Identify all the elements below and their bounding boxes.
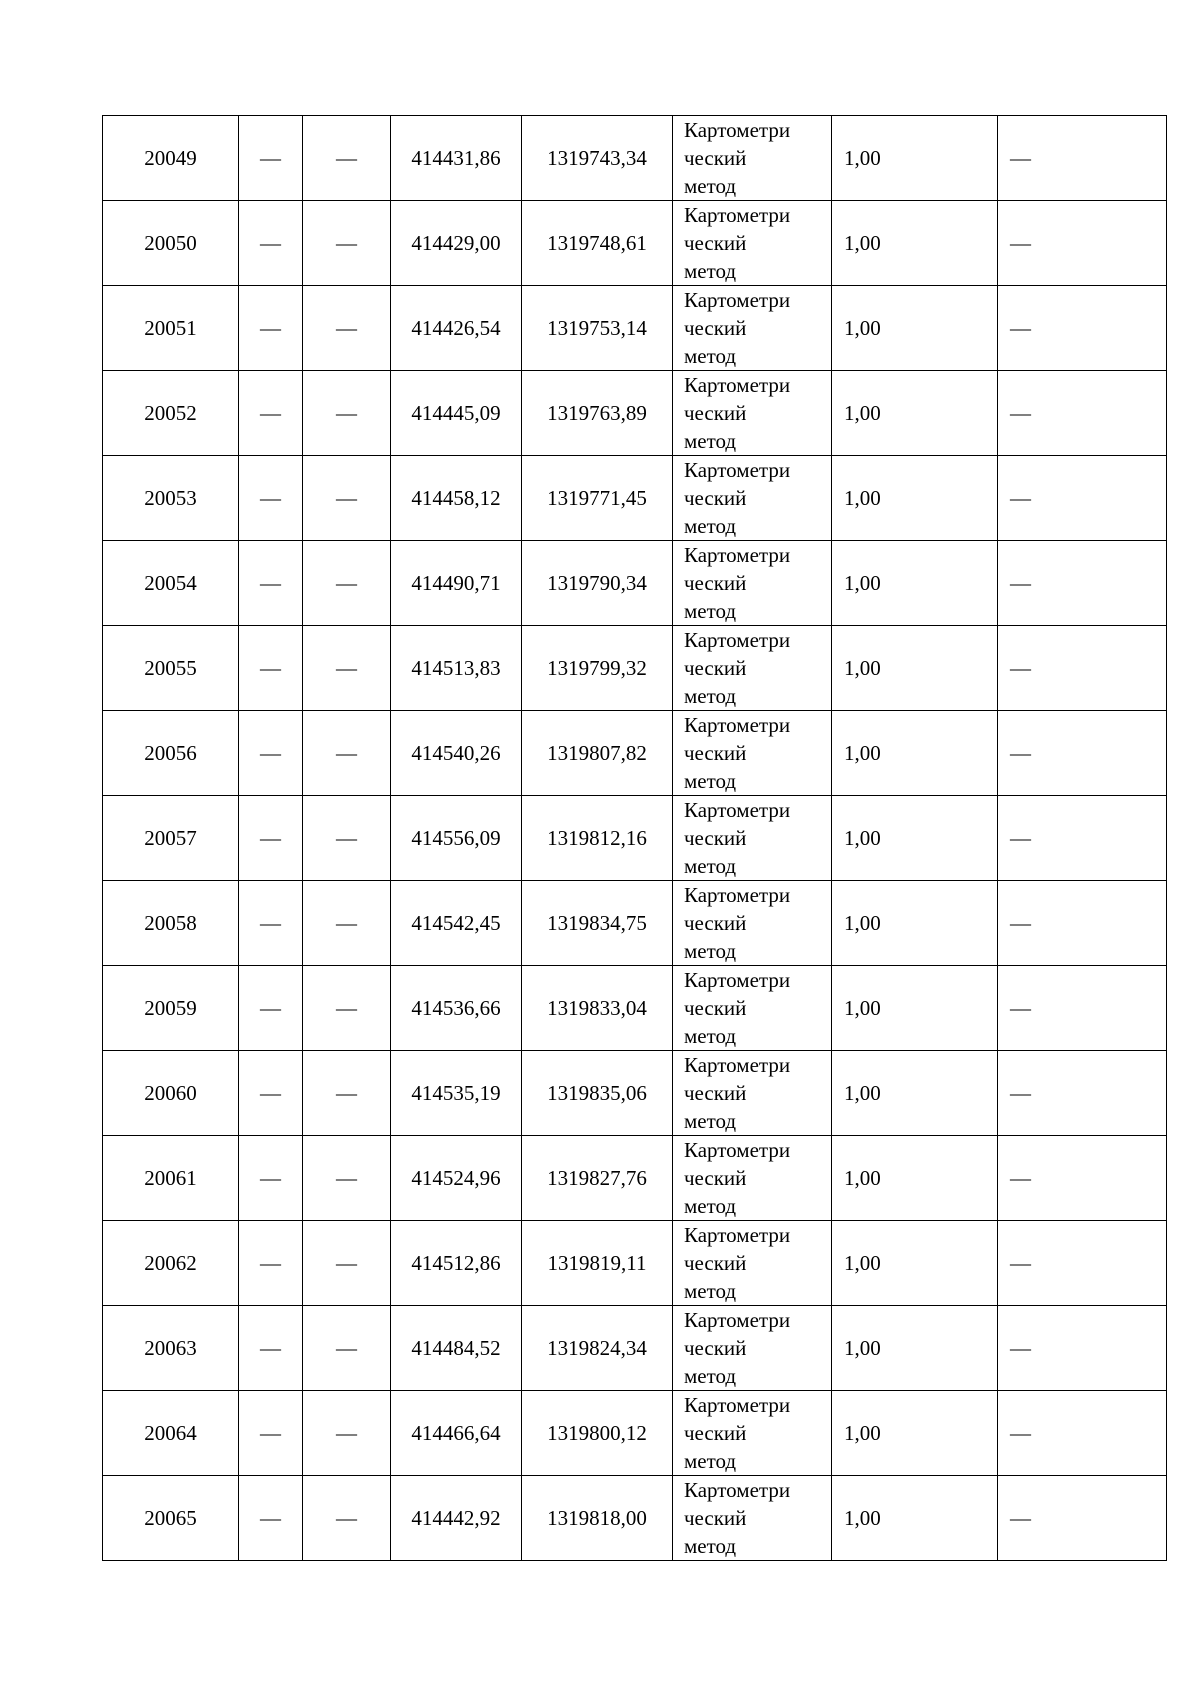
empty-value-cell: — bbox=[239, 1391, 303, 1476]
method-line: ческий bbox=[684, 911, 747, 935]
y-coordinate-cell: 1319748,61 bbox=[522, 201, 673, 286]
accuracy-cell: 1,00 bbox=[832, 371, 998, 456]
table-row bbox=[103, 881, 1167, 966]
empty-value-cell: — bbox=[239, 201, 303, 286]
empty-value-cell: — bbox=[998, 541, 1167, 626]
accuracy-cell: 1,00 bbox=[832, 881, 998, 966]
empty-value-cell: — bbox=[303, 966, 391, 1051]
x-coordinate-cell: 414458,12 bbox=[391, 456, 522, 541]
y-coordinate-cell: 1319807,82 bbox=[522, 711, 673, 796]
method-line: ческий bbox=[684, 1251, 747, 1275]
method-line: метод bbox=[684, 344, 737, 368]
empty-value-cell: — bbox=[303, 1306, 391, 1391]
y-coordinate-cell: 1319827,76 bbox=[522, 1136, 673, 1221]
point-number-cell: 20051 bbox=[103, 286, 239, 371]
point-number-cell: 20057 bbox=[103, 796, 239, 881]
x-coordinate-cell: 414513,83 bbox=[391, 626, 522, 711]
accuracy-cell: 1,00 bbox=[832, 1136, 998, 1221]
point-number-cell: 20061 bbox=[103, 1136, 239, 1221]
method-line: ческий bbox=[684, 1506, 747, 1530]
method-line: Картометри bbox=[684, 1223, 791, 1247]
empty-value-cell: — bbox=[303, 1221, 391, 1306]
empty-value-cell: — bbox=[998, 286, 1167, 371]
method-line: Картометри bbox=[684, 883, 791, 907]
table-row bbox=[103, 541, 1167, 626]
method-line: ческий bbox=[684, 996, 747, 1020]
point-number-cell: 20058 bbox=[103, 881, 239, 966]
method-cell bbox=[673, 456, 832, 541]
method-line: метод bbox=[684, 259, 737, 283]
table-row bbox=[103, 371, 1167, 456]
point-number-cell: 20065 bbox=[103, 1476, 239, 1561]
table-row bbox=[103, 1476, 1167, 1561]
empty-value-cell: — bbox=[998, 881, 1167, 966]
method-line: ческий bbox=[684, 316, 747, 340]
method-cell bbox=[673, 371, 832, 456]
empty-value-cell: — bbox=[998, 1391, 1167, 1476]
method-cell bbox=[673, 1051, 832, 1136]
method-line: Картометри bbox=[684, 203, 791, 227]
empty-value-cell: — bbox=[239, 1051, 303, 1136]
method-line: Картометри bbox=[684, 628, 791, 652]
empty-value-cell: — bbox=[998, 1306, 1167, 1391]
method-line: ческий bbox=[684, 826, 747, 850]
empty-value-cell: — bbox=[998, 711, 1167, 796]
point-number-cell: 20053 bbox=[103, 456, 239, 541]
method-line: Картометри bbox=[684, 1478, 791, 1502]
table-row bbox=[103, 456, 1167, 541]
empty-value-cell: — bbox=[303, 286, 391, 371]
table-row bbox=[103, 796, 1167, 881]
method-line: метод bbox=[684, 174, 737, 198]
empty-value-cell: — bbox=[998, 1051, 1167, 1136]
method-line: ческий bbox=[684, 1421, 747, 1445]
method-line: метод bbox=[684, 514, 737, 538]
method-line: ческий bbox=[684, 146, 747, 170]
empty-value-cell: — bbox=[998, 1476, 1167, 1561]
empty-value-cell: — bbox=[239, 1136, 303, 1221]
accuracy-cell: 1,00 bbox=[832, 796, 998, 881]
empty-value-cell: — bbox=[998, 966, 1167, 1051]
accuracy-cell: 1,00 bbox=[832, 456, 998, 541]
y-coordinate-cell: 1319799,32 bbox=[522, 626, 673, 711]
y-coordinate-cell: 1319790,34 bbox=[522, 541, 673, 626]
empty-value-cell: — bbox=[239, 286, 303, 371]
empty-value-cell: — bbox=[303, 371, 391, 456]
empty-value-cell: — bbox=[998, 1221, 1167, 1306]
accuracy-cell: 1,00 bbox=[832, 286, 998, 371]
y-coordinate-cell: 1319819,11 bbox=[522, 1221, 673, 1306]
table-row bbox=[103, 966, 1167, 1051]
x-coordinate-cell: 414490,71 bbox=[391, 541, 522, 626]
method-line: метод bbox=[684, 1449, 737, 1473]
empty-value-cell: — bbox=[303, 796, 391, 881]
method-cell bbox=[673, 1136, 832, 1221]
empty-value-cell: — bbox=[239, 541, 303, 626]
method-line: Картометри bbox=[684, 543, 791, 567]
method-line: метод bbox=[684, 1194, 737, 1218]
method-line: ческий bbox=[684, 1336, 747, 1360]
table-row bbox=[103, 116, 1167, 201]
method-cell bbox=[673, 796, 832, 881]
method-line: метод bbox=[684, 1109, 737, 1133]
empty-value-cell: — bbox=[303, 1391, 391, 1476]
y-coordinate-cell: 1319743,34 bbox=[522, 116, 673, 201]
accuracy-cell: 1,00 bbox=[832, 201, 998, 286]
point-number-cell: 20052 bbox=[103, 371, 239, 456]
method-line: Картометри bbox=[684, 288, 791, 312]
empty-value-cell: — bbox=[998, 456, 1167, 541]
method-line: ческий bbox=[684, 741, 747, 765]
table-row bbox=[103, 201, 1167, 286]
empty-value-cell: — bbox=[303, 881, 391, 966]
accuracy-cell: 1,00 bbox=[832, 1476, 998, 1561]
method-line: метод bbox=[684, 1279, 737, 1303]
empty-value-cell: — bbox=[239, 371, 303, 456]
method-line: метод bbox=[684, 684, 737, 708]
y-coordinate-cell: 1319812,16 bbox=[522, 796, 673, 881]
empty-value-cell: — bbox=[303, 201, 391, 286]
method-cell bbox=[673, 541, 832, 626]
y-coordinate-cell: 1319833,04 bbox=[522, 966, 673, 1051]
method-line: метод bbox=[684, 429, 737, 453]
empty-value-cell: — bbox=[998, 1136, 1167, 1221]
point-number-cell: 20062 bbox=[103, 1221, 239, 1306]
empty-value-cell: — bbox=[303, 1476, 391, 1561]
empty-value-cell: — bbox=[998, 116, 1167, 201]
point-number-cell: 20059 bbox=[103, 966, 239, 1051]
x-coordinate-cell: 414512,86 bbox=[391, 1221, 522, 1306]
method-cell bbox=[673, 286, 832, 371]
empty-value-cell: — bbox=[239, 711, 303, 796]
x-coordinate-cell: 414535,19 bbox=[391, 1051, 522, 1136]
accuracy-cell: 1,00 bbox=[832, 626, 998, 711]
accuracy-cell: 1,00 bbox=[832, 1051, 998, 1136]
x-coordinate-cell: 414540,26 bbox=[391, 711, 522, 796]
method-line: ческий bbox=[684, 401, 747, 425]
accuracy-cell: 1,00 bbox=[832, 966, 998, 1051]
method-line: Картометри bbox=[684, 1308, 791, 1332]
method-cell bbox=[673, 1476, 832, 1561]
y-coordinate-cell: 1319824,34 bbox=[522, 1306, 673, 1391]
accuracy-cell: 1,00 bbox=[832, 711, 998, 796]
table-row bbox=[103, 1221, 1167, 1306]
method-line: Картометри bbox=[684, 118, 791, 142]
method-line: метод bbox=[684, 769, 737, 793]
method-line: Картометри bbox=[684, 713, 791, 737]
point-number-cell: 20049 bbox=[103, 116, 239, 201]
method-line: Картометри bbox=[684, 1393, 791, 1417]
method-line: ческий bbox=[684, 486, 747, 510]
method-line: ческий bbox=[684, 571, 747, 595]
point-number-cell: 20054 bbox=[103, 541, 239, 626]
table-row bbox=[103, 1051, 1167, 1136]
accuracy-cell: 1,00 bbox=[832, 1391, 998, 1476]
empty-value-cell: — bbox=[998, 796, 1167, 881]
method-line: ческий bbox=[684, 1081, 747, 1105]
method-line: ческий bbox=[684, 231, 747, 255]
method-cell bbox=[673, 116, 832, 201]
method-line: Картометри bbox=[684, 968, 791, 992]
method-cell bbox=[673, 881, 832, 966]
x-coordinate-cell: 414484,52 bbox=[391, 1306, 522, 1391]
x-coordinate-cell: 414556,09 bbox=[391, 796, 522, 881]
empty-value-cell: — bbox=[303, 1051, 391, 1136]
method-cell bbox=[673, 1391, 832, 1476]
table-row bbox=[103, 1136, 1167, 1221]
method-line: Картометри bbox=[684, 458, 791, 482]
method-line: Картометри bbox=[684, 798, 791, 822]
x-coordinate-cell: 414445,09 bbox=[391, 371, 522, 456]
method-line: метод bbox=[684, 939, 737, 963]
empty-value-cell: — bbox=[239, 881, 303, 966]
point-number-cell: 20056 bbox=[103, 711, 239, 796]
empty-value-cell: — bbox=[239, 116, 303, 201]
accuracy-cell: 1,00 bbox=[832, 541, 998, 626]
method-line: метод bbox=[684, 1534, 737, 1558]
method-line: ческий bbox=[684, 1166, 747, 1190]
empty-value-cell: — bbox=[998, 626, 1167, 711]
table-row bbox=[103, 1306, 1167, 1391]
method-line: Картометри bbox=[684, 1138, 791, 1162]
empty-value-cell: — bbox=[303, 541, 391, 626]
point-number-cell: 20060 bbox=[103, 1051, 239, 1136]
point-number-cell: 20064 bbox=[103, 1391, 239, 1476]
accuracy-cell: 1,00 bbox=[832, 1306, 998, 1391]
y-coordinate-cell: 1319771,45 bbox=[522, 456, 673, 541]
empty-value-cell: — bbox=[303, 116, 391, 201]
y-coordinate-cell: 1319763,89 bbox=[522, 371, 673, 456]
method-line: Картометри bbox=[684, 1053, 791, 1077]
y-coordinate-cell: 1319834,75 bbox=[522, 881, 673, 966]
coordinates-table bbox=[102, 115, 1167, 1561]
table-row bbox=[103, 711, 1167, 796]
accuracy-cell: 1,00 bbox=[832, 1221, 998, 1306]
x-coordinate-cell: 414431,86 bbox=[391, 116, 522, 201]
empty-value-cell: — bbox=[239, 1306, 303, 1391]
y-coordinate-cell: 1319800,12 bbox=[522, 1391, 673, 1476]
empty-value-cell: — bbox=[303, 456, 391, 541]
accuracy-cell: 1,00 bbox=[832, 116, 998, 201]
empty-value-cell: — bbox=[303, 711, 391, 796]
method-line: метод bbox=[684, 1364, 737, 1388]
empty-value-cell: — bbox=[239, 456, 303, 541]
empty-value-cell: — bbox=[239, 966, 303, 1051]
table-row bbox=[103, 626, 1167, 711]
empty-value-cell: — bbox=[998, 201, 1167, 286]
table-row bbox=[103, 286, 1167, 371]
method-line: ческий bbox=[684, 656, 747, 680]
empty-value-cell: — bbox=[239, 1221, 303, 1306]
empty-value-cell: — bbox=[239, 626, 303, 711]
empty-value-cell: — bbox=[239, 1476, 303, 1561]
method-cell bbox=[673, 201, 832, 286]
x-coordinate-cell: 414536,66 bbox=[391, 966, 522, 1051]
method-cell bbox=[673, 711, 832, 796]
x-coordinate-cell: 414524,96 bbox=[391, 1136, 522, 1221]
table-body bbox=[103, 116, 1167, 1561]
x-coordinate-cell: 414442,92 bbox=[391, 1476, 522, 1561]
empty-value-cell: — bbox=[239, 796, 303, 881]
y-coordinate-cell: 1319753,14 bbox=[522, 286, 673, 371]
empty-value-cell: — bbox=[998, 371, 1167, 456]
y-coordinate-cell: 1319835,06 bbox=[522, 1051, 673, 1136]
method-line: Картометри bbox=[684, 373, 791, 397]
x-coordinate-cell: 414429,00 bbox=[391, 201, 522, 286]
method-line: метод bbox=[684, 854, 737, 878]
method-line: метод bbox=[684, 599, 737, 623]
x-coordinate-cell: 414426,54 bbox=[391, 286, 522, 371]
empty-value-cell: — bbox=[303, 1136, 391, 1221]
empty-value-cell: — bbox=[303, 626, 391, 711]
method-cell bbox=[673, 1221, 832, 1306]
method-cell bbox=[673, 1306, 832, 1391]
method-line: метод bbox=[684, 1024, 737, 1048]
x-coordinate-cell: 414542,45 bbox=[391, 881, 522, 966]
point-number-cell: 20050 bbox=[103, 201, 239, 286]
method-cell bbox=[673, 626, 832, 711]
table-row bbox=[103, 1391, 1167, 1476]
method-cell bbox=[673, 966, 832, 1051]
point-number-cell: 20063 bbox=[103, 1306, 239, 1391]
point-number-cell: 20055 bbox=[103, 626, 239, 711]
x-coordinate-cell: 414466,64 bbox=[391, 1391, 522, 1476]
y-coordinate-cell: 1319818,00 bbox=[522, 1476, 673, 1561]
